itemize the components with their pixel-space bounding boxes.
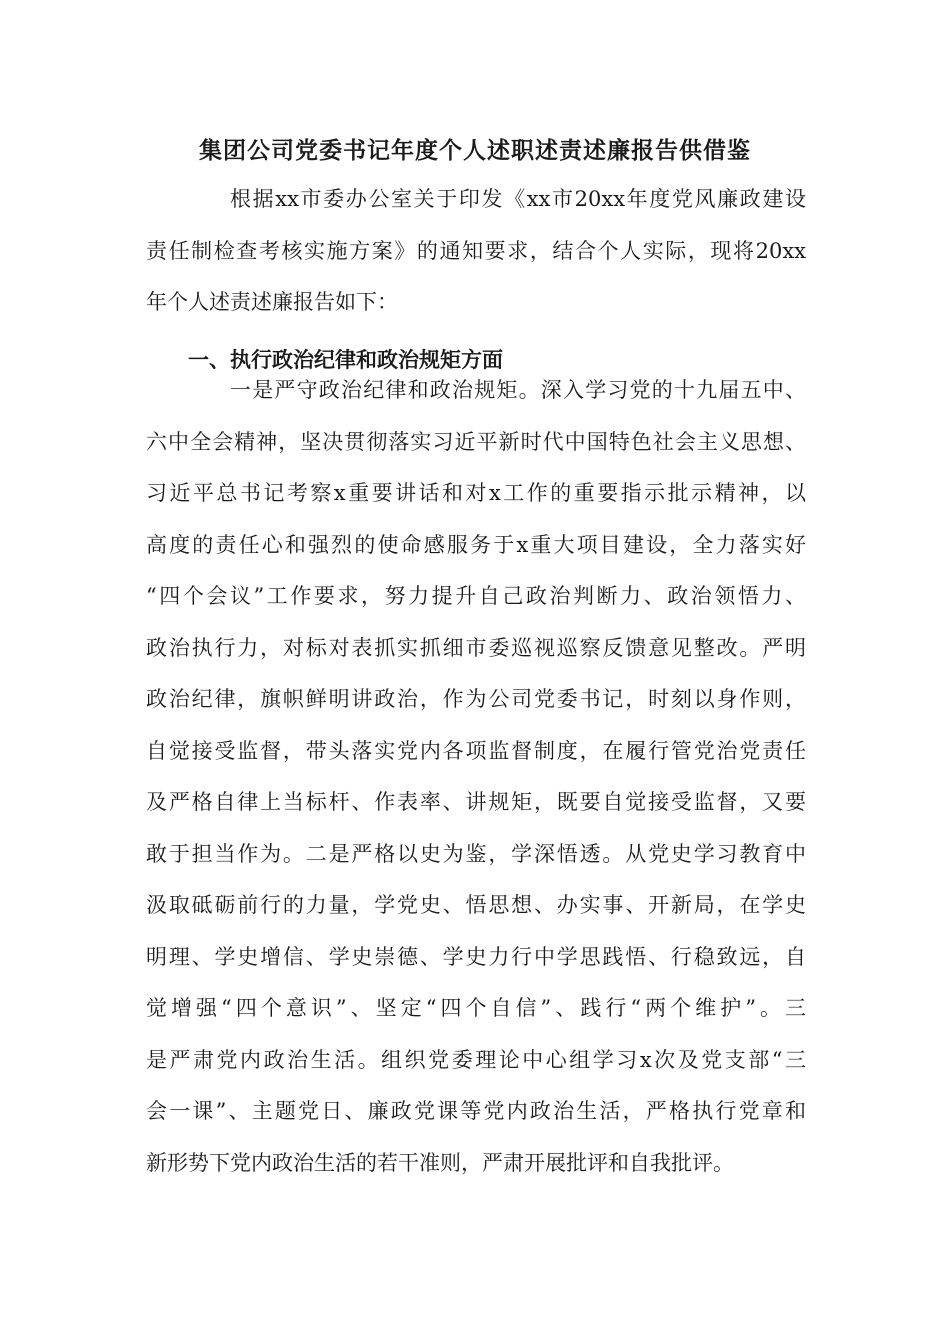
paragraph-line: 觉增强“四个意识”、坚定“四个自信”、践行“两个维护”。三 bbox=[146, 996, 806, 1020]
paragraph-line: 责任制检查考核实施方案》的通知要求，结合个人实际，现将20xx bbox=[146, 238, 806, 263]
paragraph-line: 会一课”、主题党日、廉政党课等党内政治生活，严格执行党章和 bbox=[146, 1099, 806, 1123]
paragraph-line: 政治纪律，旗帜鲜明讲政治，作为公司党委书记，时刻以身作则， bbox=[146, 687, 806, 711]
paragraph-line: 年个人述责述廉报告如下： bbox=[146, 290, 398, 314]
section-paragraph bbox=[146, 365, 806, 1189]
paragraph-line: 根据xx市委办公室关于印发《xx市20xx年度党风廉政建设 bbox=[230, 187, 806, 211]
paragraph-line: 六中全会精神，坚决贯彻落实习近平新时代中国特色社会主义思想、 bbox=[146, 429, 806, 454]
paragraph-line: 明理、学史增信、学史崇德、学史力行中学思践悟、行稳致远，自 bbox=[146, 944, 806, 969]
paragraph-line: 新形势下党内政治生活的若干准则，严肃开展批评和自我批评。 bbox=[146, 1150, 734, 1175]
section-heading: 一、执行政治纪律和政治规矩方面 bbox=[188, 348, 503, 372]
intro-paragraph bbox=[146, 174, 806, 329]
document-title: 集团公司党委书记年度个人述职述责述廉报告供借鉴 bbox=[199, 138, 751, 164]
paragraph-line: 高度的责任心和强烈的使命感服务于x重大项目建设，全力落实好 bbox=[146, 532, 806, 557]
paragraph-line: 一是严守政治纪律和政治规矩。深入学习党的十九届五中、 bbox=[230, 378, 806, 402]
paragraph-line: 及严格自律上当标杆、作表率、讲规矩，既要自觉接受监督，又要 bbox=[146, 790, 806, 814]
paragraph-line: 是严肃党内政治生活。组织党委理论中心组学习x次及党支部“三 bbox=[146, 1047, 806, 1072]
paragraph-line: “四个会议”工作要求，努力提升自己政治判断力、政治领悟力、 bbox=[146, 584, 806, 608]
paragraph-line: 敢于担当作为。二是严格以史为鉴，学深悟透。从党史学习教育中 bbox=[146, 841, 806, 866]
paragraph-line: 政治执行力，对标对表抓实抓细市委巡视巡察反馈意见整改。严明 bbox=[146, 635, 806, 660]
paragraph-line: 自觉接受监督，带头落实党内各项监督制度，在履行管党治党责任 bbox=[146, 738, 806, 763]
paragraph-line: 汲取砥砺前行的力量，学党史、悟思想、办实事、开新局，在学史 bbox=[146, 893, 806, 917]
paragraph-line: 习近平总书记考察x重要讲话和对x工作的重要指示批示精神，以 bbox=[146, 481, 806, 505]
